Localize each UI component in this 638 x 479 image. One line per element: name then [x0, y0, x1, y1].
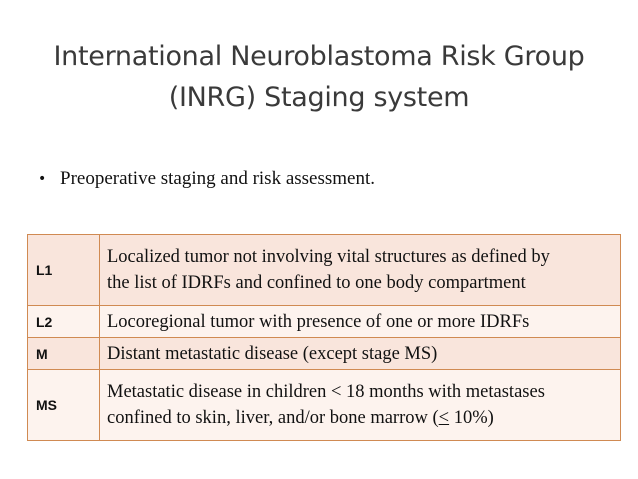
stage-cell: L2 — [28, 306, 100, 338]
description-line: the list of IDRFs and confined to one body compartment — [107, 273, 526, 293]
stage-cell: M — [28, 338, 100, 370]
table-row — [28, 306, 621, 338]
less-than-or-equal-symbol: < — [438, 408, 450, 428]
description-line — [107, 405, 616, 431]
bullet-text: Preoperative staging and risk assessment. — [60, 168, 376, 189]
description-cell — [100, 235, 621, 306]
description-text: confined to skin, liver, and/or bone marrow ( — [107, 408, 439, 428]
slide-title — [20, 36, 618, 118]
table-row — [28, 338, 621, 370]
description-cell — [100, 370, 621, 441]
title-line-2: (INRG) Staging system — [168, 82, 470, 113]
description-cell: Distant metastatic disease (except stage MS) — [100, 338, 621, 370]
description-cell: Locoregional tumor with presence of one or more IDRFs — [100, 306, 621, 338]
stage-cell: L1 — [28, 235, 100, 306]
staging-table — [27, 234, 621, 441]
title-line-1: International Neuroblastoma Risk Group — [53, 41, 585, 72]
description-line: Localized tumor not involving vital structures as defined by — [107, 247, 550, 267]
stage-cell: MS — [28, 370, 100, 441]
description-line: Metastatic disease in children < 18 months with metastases — [107, 382, 545, 402]
bullet-point — [38, 168, 375, 190]
table-row — [28, 235, 621, 306]
table-row — [28, 370, 621, 441]
description-text: 10%) — [449, 408, 494, 428]
bullet-dot-icon: • — [38, 171, 47, 187]
